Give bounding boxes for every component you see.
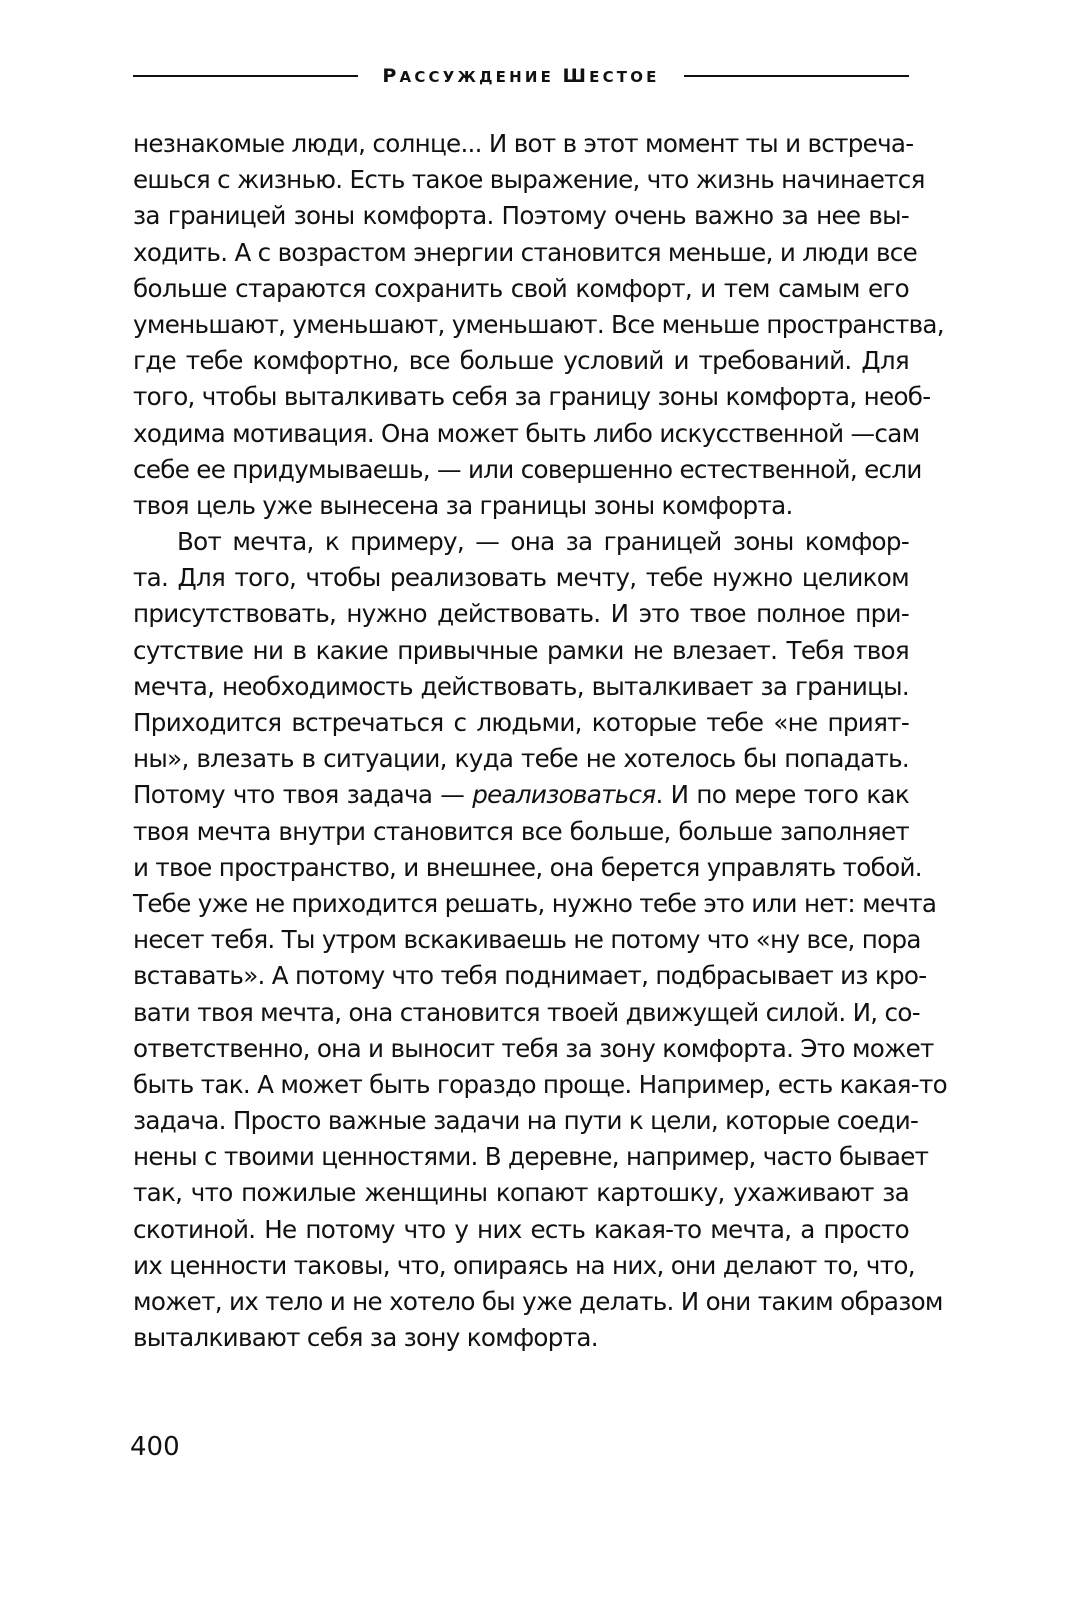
text-line: ответственно, она и выносит тебя за зону комфорта. Это может bbox=[133, 1033, 934, 1063]
body-text bbox=[133, 126, 947, 1356]
text-line: больше стараются сохранить свой комфорт, и тем самым его bbox=[133, 273, 909, 303]
italic-emphasis: реализоваться bbox=[472, 780, 656, 810]
text-line: твоя мечта внутри становится все больше, больше заполняет bbox=[133, 816, 909, 846]
header-rule-left bbox=[133, 75, 358, 77]
emphasis-line bbox=[133, 777, 909, 813]
page-number: 400 bbox=[130, 1432, 180, 1462]
text-line: уменьшают, уменьшают, уменьшают. Все меньше пространства, bbox=[133, 309, 944, 339]
header-rule-right bbox=[684, 75, 909, 77]
text-line: быть так. А может быть гораздо проще. Например, есть какая-то bbox=[133, 1069, 947, 1099]
text-line: их ценности таковы, что, опираясь на них, они делают то, что, bbox=[133, 1250, 915, 1280]
emphasis-line-before: Потому что твоя задача — bbox=[133, 780, 473, 810]
text-line: того, чтобы выталкивать себя за границу зоны комфорта, необ- bbox=[133, 382, 931, 412]
text-line: твоя цель уже вынесена за границы зоны комфорта. bbox=[133, 490, 793, 520]
text-line: так, что пожилые женщины копают картошку, ухаживают за bbox=[133, 1178, 909, 1208]
text-line: где тебе комфортно, все больше условий и требований. Для bbox=[133, 346, 909, 376]
text-line: задача. Просто важные задачи на пути к цели, которые соеди- bbox=[133, 1106, 919, 1136]
text-line: мечта, необходимость действовать, выталкивает за границы. bbox=[133, 671, 909, 701]
text-line: несет тебя. Ты утром вскакиваешь не потому что «ну все, пора bbox=[133, 925, 921, 955]
text-line: незнакомые люди, солнце... И вот в этот момент ты и встреча- bbox=[133, 129, 914, 158]
text-line: сутствие ни в какие привычные рамки не влезает. Тебя твоя bbox=[133, 635, 909, 665]
text-line: та. Для того, чтобы реализовать мечту, тебе нужно целиком bbox=[133, 563, 909, 593]
text-line: вати твоя мечта, она становится твоей движущей силой. И, со- bbox=[133, 997, 920, 1027]
paragraph-1 bbox=[133, 126, 944, 524]
text-line: Тебе уже не приходится решать, нужно тебе это или нет: мечта bbox=[133, 888, 937, 918]
text-line: ны», влезать в ситуации, куда тебе не хотелось бы попадать. bbox=[133, 744, 909, 774]
text-line: скотиной. Не потому что у них есть какая-то мечта, а просто bbox=[133, 1214, 909, 1244]
paragraph-2 bbox=[133, 524, 947, 1356]
text-line: и твое пространство, и внешнее, она берется управлять тобой. bbox=[133, 852, 922, 882]
text-line: нены с твоими ценностями. В деревне, например, часто бывает bbox=[133, 1142, 929, 1172]
running-header-title: РАССУЖДЕНИЕ ШЕСТОЕ bbox=[382, 65, 660, 87]
running-header bbox=[133, 58, 909, 94]
text-line: может, их тело и не хотело бы уже делать. И они таким образом bbox=[133, 1287, 943, 1316]
text-line: себе ее придумываешь, — или совершенно естественной, если bbox=[133, 454, 922, 484]
text-line: присутствовать, нужно действовать. И это твое полное при- bbox=[133, 599, 909, 629]
text-line: Вот мечта, к примеру, — она за границей зоны комфор- bbox=[177, 527, 909, 557]
text-line: ешься с жизнью. Есть такое выражение, что жизнь начинается bbox=[133, 165, 925, 195]
emphasis-line-after: . И по мере того как bbox=[655, 780, 909, 810]
text-line: выталкивают себя за зону комфорта. bbox=[133, 1323, 598, 1353]
text-line: ходить. А с возрастом энергии становится меньше, и люди все bbox=[133, 237, 918, 267]
text-line: Приходится встречаться с людьми, которые тебе «не прият- bbox=[133, 708, 909, 737]
text-line: вставать». А потому что тебя поднимает, подбрасывает из кро- bbox=[133, 961, 927, 991]
text-line: за границей зоны комфорта. Поэтому очень важно за нее вы- bbox=[133, 201, 909, 231]
text-line: ходима мотивация. Она может быть либо искусственной —сам bbox=[133, 418, 920, 448]
